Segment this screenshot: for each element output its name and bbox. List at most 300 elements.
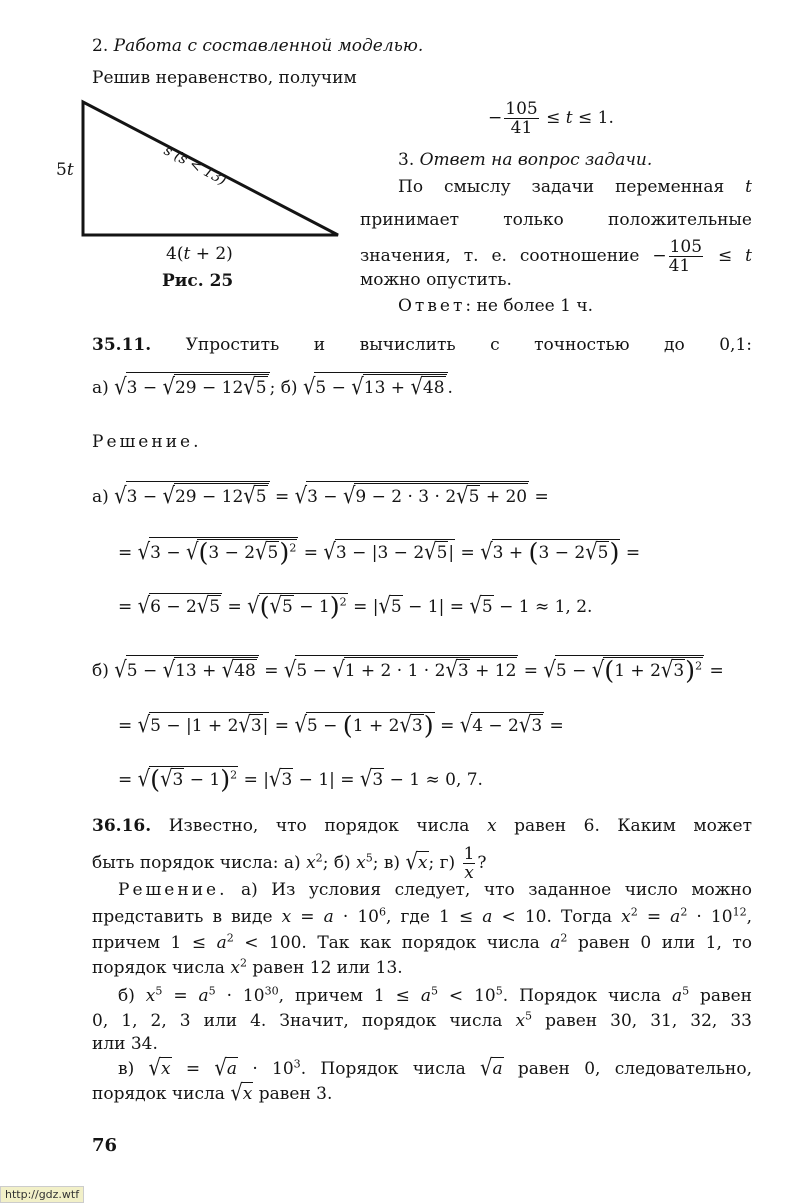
superscript: 3 bbox=[293, 1057, 301, 1071]
radical-sign-icon: √ bbox=[445, 656, 458, 683]
square-root bbox=[114, 655, 259, 682]
left-paren: ( bbox=[150, 765, 161, 795]
radicand bbox=[555, 655, 704, 686]
superscript: 5 bbox=[495, 984, 503, 998]
problem-36-16-line bbox=[92, 1033, 158, 1055]
italic-text: x bbox=[306, 853, 316, 873]
problem-36-16-line bbox=[92, 1079, 333, 1106]
radicand bbox=[174, 483, 269, 507]
math-text: 4 − 2 bbox=[472, 716, 519, 736]
radicand bbox=[530, 714, 543, 736]
math-text: 3 − |3 − 2 bbox=[335, 543, 425, 563]
math-text: · 10 bbox=[215, 986, 265, 1006]
radicand bbox=[250, 714, 263, 736]
radical-sign-icon: √ bbox=[660, 656, 674, 683]
math-text: . Порядок числа bbox=[502, 986, 672, 1006]
math-text: 1 bbox=[463, 844, 475, 864]
problem-36-16-line bbox=[118, 1054, 752, 1081]
math-line bbox=[118, 711, 564, 741]
math-text: ≤ 1. bbox=[572, 108, 614, 128]
math-text: быть порядок числа: а) bbox=[92, 853, 307, 873]
radicand bbox=[149, 765, 238, 795]
problem-36-16-line bbox=[92, 957, 403, 979]
math-text: равен 30, 31, 32, 33 bbox=[532, 1011, 752, 1031]
superscript: 2 bbox=[339, 595, 347, 609]
radicand bbox=[126, 481, 270, 507]
math-text: ? bbox=[477, 853, 487, 873]
step-3-line bbox=[360, 269, 512, 291]
math-text: , bbox=[746, 907, 753, 927]
math-line bbox=[92, 481, 549, 508]
radical-sign-icon: √ bbox=[162, 656, 176, 683]
math-text: , где 1 ≤ bbox=[386, 907, 483, 927]
radical-sign-icon: √ bbox=[137, 592, 151, 619]
radicand bbox=[149, 593, 222, 617]
italic-text: a bbox=[671, 986, 683, 1006]
square-root bbox=[247, 592, 348, 622]
radicand bbox=[411, 714, 424, 736]
radical-sign-icon: √ bbox=[480, 538, 493, 565]
radical-sign-icon: √ bbox=[185, 538, 199, 565]
math-text: 5 bbox=[255, 487, 267, 507]
bold-number: 36.16. bbox=[92, 816, 152, 836]
radicand bbox=[149, 712, 269, 736]
square-root bbox=[148, 1054, 172, 1081]
math-text: 3 bbox=[673, 661, 685, 681]
italic-text: a bbox=[216, 933, 227, 953]
math-text: равен 0, следовательно, bbox=[503, 1059, 752, 1079]
square-root bbox=[163, 657, 258, 681]
radicand bbox=[281, 595, 294, 617]
italic-text: x bbox=[515, 1011, 526, 1031]
superscript: 2 bbox=[230, 768, 238, 782]
math-text: < 10. Тогда bbox=[492, 907, 622, 927]
square-root bbox=[230, 1079, 253, 1106]
radicand bbox=[226, 1057, 238, 1079]
square-root bbox=[185, 538, 297, 568]
radical-sign-icon: √ bbox=[332, 656, 345, 683]
radical-sign-icon: √ bbox=[214, 1054, 227, 1081]
square-root bbox=[163, 374, 269, 398]
math-text: , причем 1 ≤ bbox=[278, 986, 421, 1006]
italic-text: t bbox=[745, 246, 752, 266]
math-text: = bbox=[171, 1059, 215, 1079]
math-text: ; в) bbox=[372, 853, 406, 873]
math-text: можно опустить. bbox=[360, 270, 512, 290]
math-text: = bbox=[637, 907, 671, 927]
italic-text: x bbox=[417, 853, 428, 873]
radicand bbox=[259, 592, 348, 622]
radicand bbox=[417, 851, 429, 873]
radicand bbox=[471, 712, 544, 736]
math-text: < 100. Так как порядок числа bbox=[233, 933, 551, 953]
radicand bbox=[208, 595, 221, 617]
math-text: равен 3. bbox=[253, 1084, 333, 1104]
square-root bbox=[399, 711, 423, 738]
radicand bbox=[468, 485, 481, 507]
italic-text: Ответ на вопрос задачи. bbox=[419, 150, 653, 170]
square-root bbox=[114, 481, 269, 508]
figure-caption: Рис. 25 bbox=[162, 271, 234, 291]
square-root bbox=[138, 593, 222, 618]
left-paren: ( bbox=[604, 656, 615, 686]
math-text: 5 − |1 + 2 bbox=[150, 716, 239, 736]
math-text: 4( bbox=[166, 244, 184, 264]
radical-sign-icon: √ bbox=[230, 1079, 243, 1106]
radicand bbox=[126, 372, 270, 398]
radicand bbox=[457, 659, 470, 681]
superscript: 30 bbox=[264, 984, 279, 998]
radicand bbox=[149, 537, 298, 568]
italic-text: x bbox=[486, 816, 497, 836]
math-text: 5 bbox=[267, 543, 279, 563]
math-text: − bbox=[652, 246, 667, 266]
right-paren: ) bbox=[685, 656, 696, 686]
square-root bbox=[303, 372, 448, 399]
radical-sign-icon: √ bbox=[255, 538, 268, 565]
math-text: = | bbox=[238, 770, 269, 790]
math-line bbox=[92, 655, 724, 686]
math-text: = | bbox=[347, 597, 379, 617]
radical-sign-icon: √ bbox=[114, 656, 127, 683]
math-text: ≤ bbox=[540, 108, 566, 128]
square-root bbox=[460, 712, 544, 737]
superscript: 12 bbox=[732, 905, 747, 919]
math-line bbox=[118, 765, 483, 795]
radical-sign-icon: √ bbox=[351, 373, 364, 400]
math-text: − 1 bbox=[293, 597, 330, 617]
math-text: б) bbox=[92, 661, 115, 681]
math-text: − 1| = bbox=[293, 770, 360, 790]
math-text: = bbox=[222, 597, 248, 617]
italic-text: a bbox=[420, 986, 431, 1006]
italic-text: x bbox=[356, 853, 366, 873]
math-text: = bbox=[455, 543, 481, 563]
math-text: 5 − bbox=[555, 661, 592, 681]
superscript: 6 bbox=[379, 905, 387, 919]
math-text: 5 bbox=[56, 160, 67, 180]
radicand bbox=[233, 659, 257, 681]
superscript: 2 bbox=[315, 851, 323, 865]
square-root bbox=[332, 657, 517, 681]
math-text: | bbox=[448, 543, 455, 563]
solution-title bbox=[92, 431, 202, 453]
denominator bbox=[504, 119, 538, 137]
math-text: + 20 bbox=[480, 487, 528, 507]
math-text: = bbox=[162, 986, 199, 1006]
square-root bbox=[294, 711, 434, 741]
math-text: = bbox=[118, 716, 138, 736]
italic-text: a bbox=[670, 907, 681, 927]
italic-text: a bbox=[482, 907, 493, 927]
right-paren: ) bbox=[279, 538, 290, 568]
math-text: 3 bbox=[172, 770, 184, 790]
square-root bbox=[424, 538, 448, 565]
problem-36-16-line bbox=[118, 879, 752, 901]
problem-36-16-line bbox=[92, 1010, 752, 1032]
math-text: 3 − bbox=[126, 378, 163, 398]
math-text: 5 − bbox=[126, 661, 163, 681]
math-text: 3 bbox=[250, 716, 262, 736]
math-text: 1 + 2 · 1 · 2 bbox=[344, 661, 446, 681]
radicand bbox=[314, 372, 447, 398]
math-text: = bbox=[118, 770, 138, 790]
radicand bbox=[306, 481, 529, 507]
problem-35-11-statement bbox=[92, 334, 752, 356]
math-text: = bbox=[529, 487, 549, 507]
italic-text: x bbox=[621, 907, 631, 927]
math-text: 5 bbox=[255, 378, 267, 398]
math-text: Известно, что порядок числа bbox=[151, 816, 487, 836]
radicand bbox=[422, 376, 446, 398]
square-root bbox=[445, 656, 469, 683]
math-text: < 10 bbox=[438, 986, 496, 1006]
radicand bbox=[672, 659, 685, 681]
radicand bbox=[255, 376, 268, 398]
math-text: 5 bbox=[481, 597, 493, 617]
radical-sign-icon: √ bbox=[114, 482, 127, 509]
square-root bbox=[238, 711, 262, 738]
math-text: ≤ bbox=[705, 246, 746, 266]
square-root bbox=[543, 655, 704, 686]
square-root bbox=[660, 656, 685, 683]
radical-sign-icon: √ bbox=[378, 592, 391, 619]
math-text: = bbox=[518, 661, 544, 681]
denominator bbox=[669, 257, 703, 275]
math-text: равен 12 или 13. bbox=[246, 958, 403, 978]
radical-sign-icon: √ bbox=[294, 711, 307, 738]
math-text: 5 bbox=[436, 543, 448, 563]
numerator bbox=[669, 238, 703, 257]
math-text: Решив неравенство, получим bbox=[92, 68, 357, 88]
square-root bbox=[160, 765, 184, 792]
math-text: принимает только положительные bbox=[360, 210, 752, 230]
right-paren: ) bbox=[220, 765, 231, 795]
fraction bbox=[504, 100, 538, 137]
math-text: 3 bbox=[372, 770, 384, 790]
math-line bbox=[118, 592, 593, 622]
math-text: 3. bbox=[398, 150, 420, 170]
math-text: = bbox=[291, 907, 324, 927]
right-paren: ) bbox=[423, 711, 434, 741]
math-text: 41 bbox=[510, 118, 533, 138]
radical-sign-icon: √ bbox=[238, 711, 251, 738]
radical-sign-icon: √ bbox=[148, 1054, 161, 1081]
math-text: 3 bbox=[531, 716, 543, 736]
math-text: 105 bbox=[505, 99, 538, 119]
square-root bbox=[221, 656, 257, 683]
radical-sign-icon: √ bbox=[342, 482, 356, 509]
superscript: 2 bbox=[560, 931, 568, 945]
math-text: − 1| = bbox=[402, 597, 470, 617]
math-text: = bbox=[434, 716, 460, 736]
math-text: 6 − 2 bbox=[150, 597, 197, 617]
math-text: значения, т. е. соотношение bbox=[360, 246, 653, 266]
math-text: 48 bbox=[234, 661, 256, 681]
square-root bbox=[405, 848, 428, 875]
square-root bbox=[518, 711, 543, 738]
square-root bbox=[480, 1054, 504, 1081]
radicand bbox=[306, 711, 435, 741]
math-text: 5 − bbox=[306, 716, 343, 736]
math-text: 1 + 2 bbox=[352, 716, 400, 736]
radicand bbox=[172, 768, 185, 790]
math-text: равен bbox=[689, 986, 753, 1006]
math-text: 3 − 2 bbox=[538, 543, 586, 563]
left-paren: ( bbox=[198, 538, 209, 568]
math-text: 13 + bbox=[363, 378, 411, 398]
superscript: 2 bbox=[680, 905, 688, 919]
italic-text: x bbox=[145, 986, 156, 1006]
math-text: − 1 ≈ 0, 7. bbox=[384, 770, 483, 790]
radicand bbox=[603, 656, 703, 686]
square-root bbox=[359, 765, 384, 792]
italic-text: a bbox=[550, 933, 561, 953]
square-root bbox=[284, 655, 519, 682]
inequality-result bbox=[488, 100, 614, 137]
fraction bbox=[669, 238, 703, 275]
radicand bbox=[126, 655, 259, 681]
italic-text: t bbox=[66, 160, 74, 180]
watermark-link[interactable]: http://gdz.wtf bbox=[0, 1186, 84, 1203]
step-3-title bbox=[398, 149, 720, 171]
superscript: 2 bbox=[226, 931, 234, 945]
math-text: = bbox=[704, 661, 724, 681]
math-text: 3 + bbox=[492, 543, 529, 563]
math-text: 3 bbox=[411, 716, 423, 736]
radicand bbox=[255, 485, 268, 507]
radical-sign-icon: √ bbox=[591, 656, 605, 683]
italic-text: a bbox=[198, 986, 209, 1006]
math-text: = bbox=[544, 716, 564, 736]
radicand bbox=[174, 374, 269, 398]
radicand bbox=[354, 483, 528, 507]
fraction bbox=[463, 845, 476, 882]
square-root bbox=[137, 765, 239, 795]
radical-sign-icon: √ bbox=[283, 656, 297, 683]
radical-sign-icon: √ bbox=[160, 765, 173, 792]
italic-text: x bbox=[242, 1084, 253, 1104]
square-root bbox=[137, 537, 299, 568]
math-text: 3 bbox=[457, 661, 469, 681]
radical-sign-icon: √ bbox=[294, 482, 308, 509]
problem-35-11-items bbox=[92, 372, 453, 399]
radicand bbox=[481, 595, 494, 617]
radical-sign-icon: √ bbox=[410, 373, 423, 400]
math-text: = bbox=[118, 597, 138, 617]
square-root bbox=[163, 483, 269, 507]
radical-sign-icon: √ bbox=[114, 373, 127, 400]
superscript: 5 bbox=[682, 984, 690, 998]
radical-sign-icon: √ bbox=[268, 765, 282, 792]
italic-text: x bbox=[281, 907, 292, 927]
square-root bbox=[255, 538, 279, 565]
math-text: 105 bbox=[669, 237, 703, 257]
math-text: = bbox=[269, 716, 295, 736]
math-text: 3 − bbox=[150, 543, 186, 563]
spaced-heading: Решение. bbox=[92, 432, 202, 452]
left-paren: ( bbox=[259, 592, 270, 622]
math-text: а) bbox=[92, 487, 115, 507]
math-text: или 34. bbox=[92, 1034, 158, 1054]
math-text: 5 bbox=[390, 597, 402, 617]
radical-sign-icon: √ bbox=[459, 711, 473, 738]
section-2-title bbox=[92, 35, 423, 57]
math-text: ; г) bbox=[428, 853, 461, 873]
superscript: 5 bbox=[365, 851, 373, 865]
square-root bbox=[410, 373, 445, 400]
italic-text: s (s < 13) bbox=[161, 142, 229, 189]
numerator bbox=[463, 845, 476, 864]
radical-sign-icon: √ bbox=[137, 765, 151, 792]
superscript: 5 bbox=[208, 984, 216, 998]
math-text: 9 − 2 · 3 · 2 bbox=[355, 487, 457, 507]
problem-36-16-line bbox=[92, 906, 752, 928]
italic-text: a bbox=[323, 907, 334, 927]
square-root bbox=[243, 482, 267, 509]
math-text: = bbox=[118, 543, 138, 563]
square-root bbox=[378, 592, 402, 619]
radicand bbox=[267, 541, 280, 563]
radicand bbox=[363, 374, 447, 398]
square-root bbox=[591, 656, 703, 686]
radicand bbox=[492, 538, 621, 568]
square-root bbox=[343, 483, 528, 507]
math-text: а) bbox=[92, 378, 115, 398]
math-text: | bbox=[262, 716, 269, 736]
superscript: 5 bbox=[155, 984, 163, 998]
radical-sign-icon: √ bbox=[302, 373, 316, 400]
math-text: в) bbox=[118, 1059, 149, 1079]
square-root bbox=[469, 592, 493, 619]
base-label bbox=[166, 243, 233, 265]
math-text: 48 bbox=[422, 378, 445, 398]
math-text: 29 − 12 bbox=[174, 487, 244, 507]
math-text: ; б) bbox=[269, 378, 303, 398]
text: 2. bbox=[92, 36, 114, 56]
italic-text: a bbox=[492, 1059, 503, 1079]
math-text: равен 6. Каким может bbox=[496, 816, 752, 836]
square-root bbox=[323, 539, 455, 564]
math-text: По смыслу задачи переменная bbox=[398, 177, 746, 197]
math-text: 1 + 2 bbox=[614, 661, 661, 681]
radical-sign-icon: √ bbox=[137, 711, 151, 738]
radical-sign-icon: √ bbox=[456, 482, 469, 509]
math-text: . Порядок числа bbox=[300, 1059, 481, 1079]
bold-number: 35.11. bbox=[92, 335, 152, 355]
radical-sign-icon: √ bbox=[243, 482, 256, 509]
radical-sign-icon: √ bbox=[405, 848, 418, 875]
radical-sign-icon: √ bbox=[543, 656, 556, 683]
math-text: 5 bbox=[468, 487, 480, 507]
radicand bbox=[242, 1082, 254, 1104]
math-text: 3 − bbox=[307, 487, 343, 507]
italic-text: x bbox=[160, 1059, 171, 1079]
math-text: − bbox=[488, 108, 503, 128]
square-root bbox=[196, 592, 221, 619]
square-root bbox=[243, 373, 267, 400]
math-text: − 1 ≈ 1, 2. bbox=[493, 597, 593, 617]
radical-sign-icon: √ bbox=[424, 538, 437, 565]
square-root bbox=[114, 372, 269, 399]
math-text: равен 0 или 1, то bbox=[567, 933, 752, 953]
math-text: 5 − bbox=[296, 661, 333, 681]
math-text: = bbox=[620, 543, 641, 563]
superscript: 2 bbox=[630, 905, 638, 919]
radicand bbox=[295, 655, 518, 681]
step-3-line bbox=[360, 209, 752, 231]
math-text: 3 bbox=[281, 770, 293, 790]
